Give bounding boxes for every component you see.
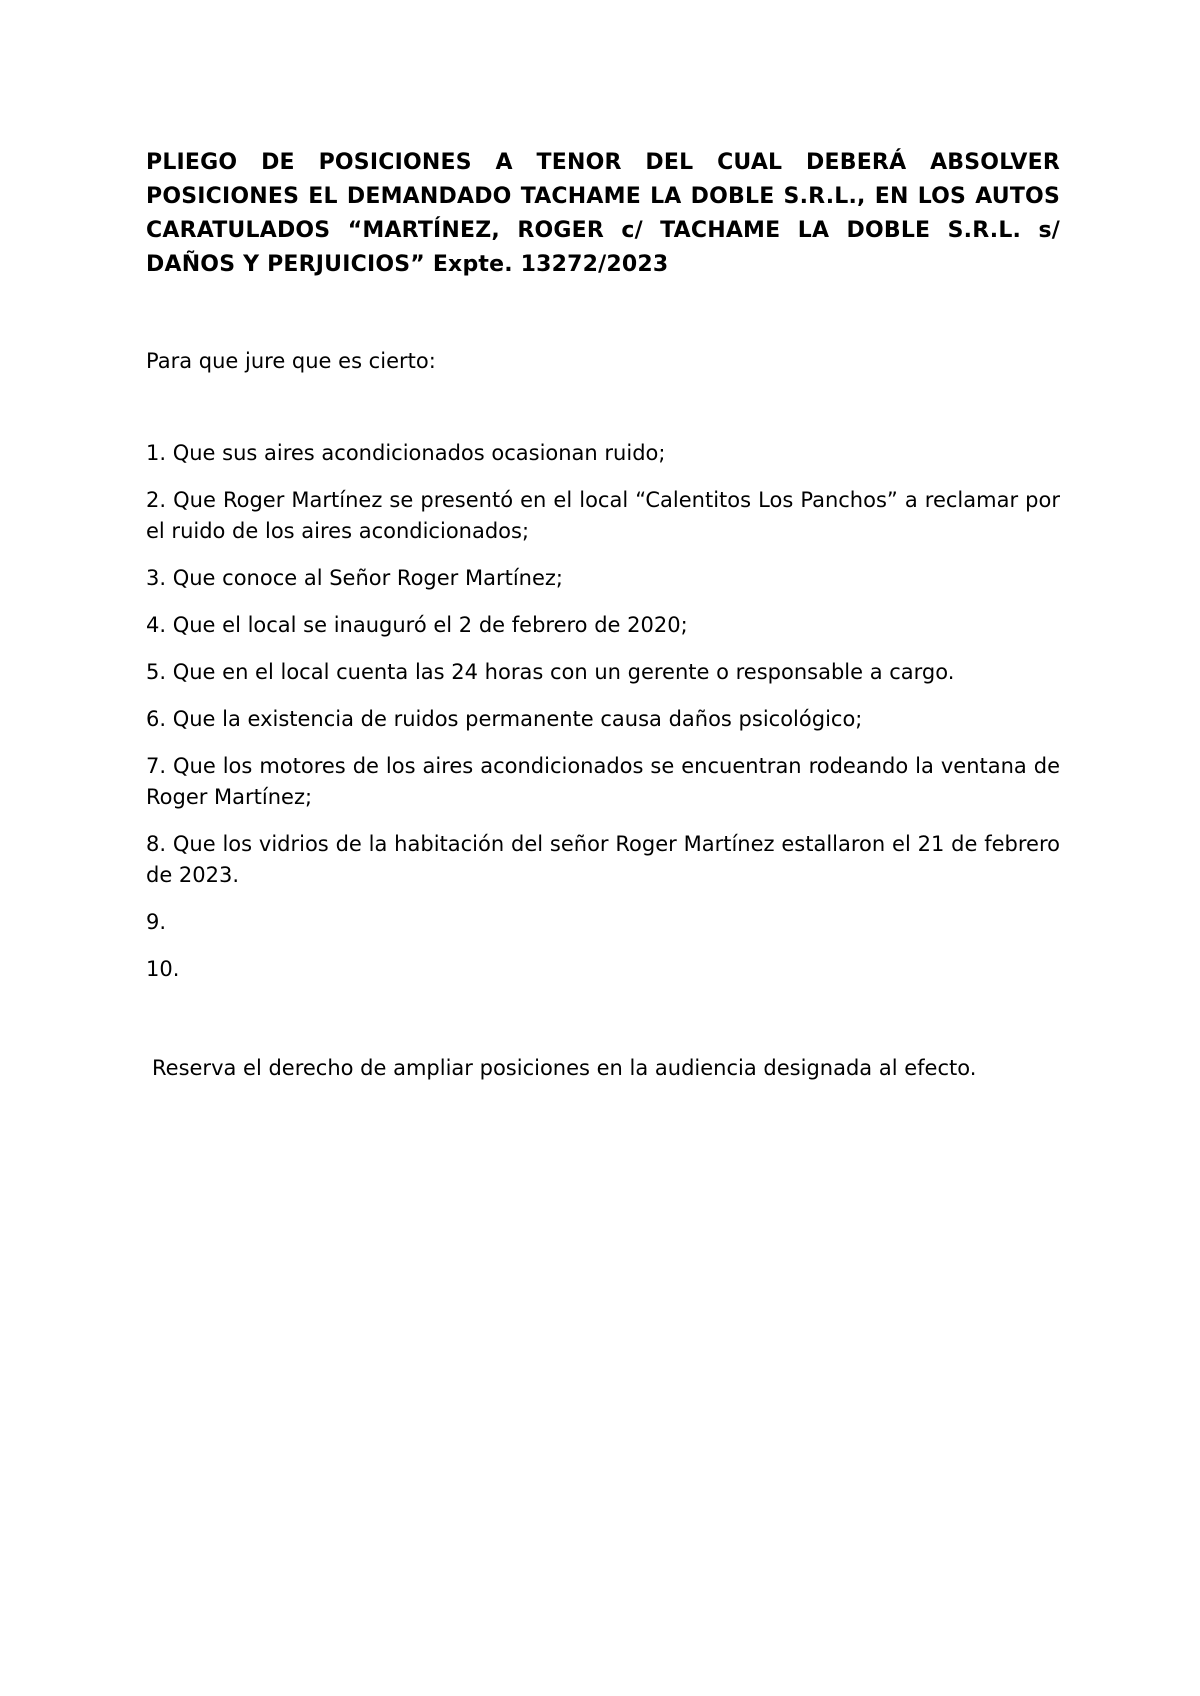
intro-text: Para que jure que es cierto:: [146, 349, 436, 373]
position-item-7: 7. Que los motores de los aires acondicionados se encuentran rodeando la ventana de Roger Martínez;: [146, 754, 1060, 809]
closing-text: Reserva el derecho de ampliar posiciones en la audiencia designada al efecto.: [152, 1056, 977, 1080]
position-item-4: 4. Que el local se inauguró el 2 de febrero de 2020;: [146, 613, 688, 637]
position-item-9: 9.: [146, 910, 167, 934]
position-item-1: 1. Que sus aires acondicionados ocasionan ruido;: [146, 441, 666, 465]
positions-list: [146, 438, 1060, 1001]
position-item-3: 3. Que conoce al Señor Roger Martínez;: [146, 566, 564, 590]
document-title: PLIEGO DE POSICIONES A TENOR DEL CUAL DEBERÁ ABSOLVER POSICIONES EL DEMANDADO TACHAME LA DOBLE S.R.L., EN LOS AUTOS CARATULADOS “MARTÍNEZ, ROGER c/ TACHAME LA DOBLE S.R.L. s/ DAÑOS Y PERJUICIOS” Expte. 13272/2023: [146, 150, 1060, 277]
position-item-6: 6. Que la existencia de ruidos permanente causa daños psicológico;: [146, 707, 863, 731]
position-item-5: 5. Que en el local cuenta las 24 horas con un gerente o responsable a cargo.: [146, 660, 955, 684]
position-item-8: 8. Que los vidrios de la habitación del señor Roger Martínez estallaron el 21 de febrero de 2023.: [146, 832, 1060, 887]
position-item-2: 2. Que Roger Martínez se presentó en el local “Calentitos Los Panchos” a reclamar por el ruido de los aires acondicionados;: [146, 488, 1060, 543]
position-item-10: 10.: [146, 957, 180, 981]
